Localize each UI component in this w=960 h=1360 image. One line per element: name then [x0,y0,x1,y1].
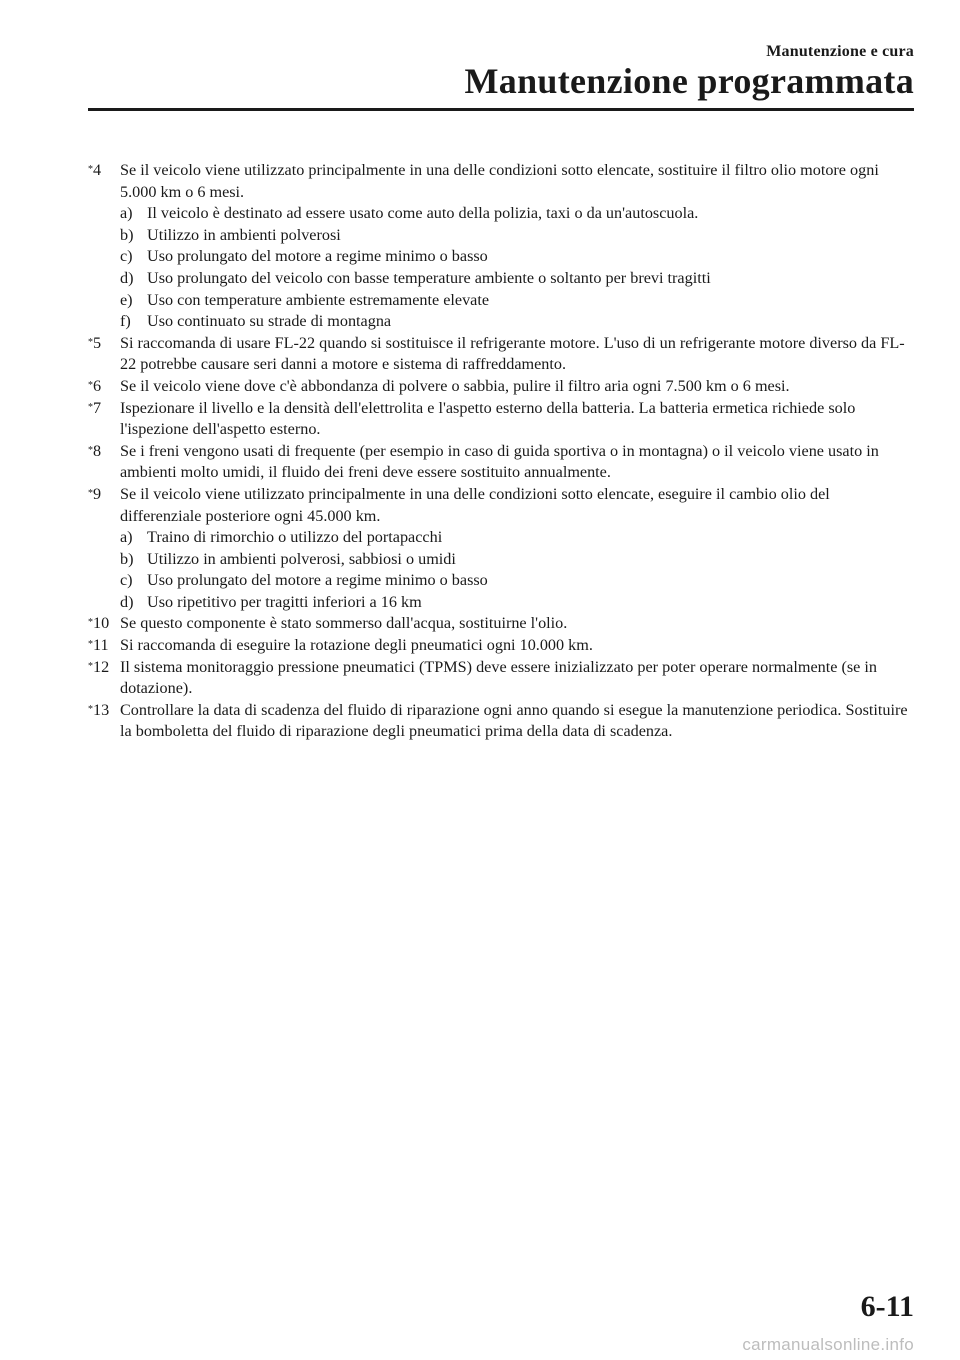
sub-item [120,246,914,268]
sub-item-letter: a) [120,204,133,223]
footnote-9 [88,484,914,614]
footnote-number: 11 [93,636,109,655]
sub-item-text: Il veicolo è destinato ad essere usato come auto della polizia, taxi o da un'autoscuola. [147,204,699,223]
footnote-asterisk: * [88,336,93,348]
footnote-text: Se questo componente è stato sommerso dall'acqua, sostituirne l'olio. [120,614,568,633]
sub-item [120,592,914,614]
sub-item-text: Uso prolungato del motore a regime minimo o basso [147,571,488,590]
section-label: Manutenzione e cura [766,43,914,60]
footnote-number: 6 [93,376,102,395]
footnote-text: Se i freni vengono usati di frequente (per esempio in caso di guida sportiva o in montagna) o il veicolo viene usato in ambienti molto umidi, il fluido dei freni deve essere sostituito annualmente. [120,441,879,482]
footnote-marker [88,160,120,333]
sub-item-letter: b) [120,549,134,568]
footnote-body [120,160,914,333]
sub-item-letter: f) [120,312,131,331]
footnote-text: Se il veicolo viene utilizzato principalmente in una delle condizioni sotto elencate, eseguire il cambio olio del differenziale posteriore ogni 45.000 km. [120,484,830,525]
footnote-asterisk: * [88,660,93,672]
footnote-text: Se il veicolo viene dove c'è abbondanza di polvere o sabbia, pulire il filtro aria ogni 7.500 km o 6 mesi. [120,376,790,395]
sub-item [120,225,914,247]
sub-item-letter: d) [120,592,134,611]
watermark: carmanualsonline.info [742,1335,914,1354]
footnote-body [120,441,914,484]
footnote-asterisk: * [88,444,93,456]
footnote-marker [88,635,120,657]
title-rule [88,108,914,111]
footnote-text: Controllare la data di scadenza del fluido di riparazione ogni anno quando si esegue la manutenzione periodica. Sostituire la bomboletta del fluido di riparazione degli pneumatici prima della data di scadenza. [120,700,908,741]
footnote-asterisk: * [88,639,93,651]
footnote-body [120,657,914,700]
footnote-body [120,333,914,376]
footnote-marker [88,700,120,743]
sub-item [120,549,914,571]
sub-item-letter: c) [120,571,133,590]
footnote-text: Se il veicolo viene utilizzato principalmente in una delle condizioni sotto elencate, sostituire il filtro olio motore ogni 5.000 km o 6 mesi. [120,161,879,201]
footnote-body [120,484,914,614]
sub-item-text: Traino di rimorchio o utilizzo del portapacchi [147,528,443,547]
footnote-11 [88,635,914,657]
footnote-asterisk: * [88,703,93,715]
footnote-number: 13 [93,700,110,719]
footnote-12 [88,657,914,700]
page-title: Manutenzione programmata [464,61,914,101]
footnote-5 [88,333,914,376]
sub-item-text: Uso prolungato del motore a regime minimo o basso [147,247,488,266]
footnote-asterisk: * [88,617,93,629]
sub-item [120,268,914,290]
sub-item-letter: e) [120,290,133,309]
footnote-marker [88,657,120,700]
footnote-marker [88,441,120,484]
sub-item-text: Utilizzo in ambienti polverosi, sabbiosi o umidi [147,549,456,568]
footnote-body [120,376,914,398]
footnote-text: Ispezionare il livello e la densità dell'elettrolita e l'aspetto esterno della batteria. La batteria ermetica richiede solo l'ispezione dell'aspetto esterno. [120,398,856,439]
footnote-6 [88,376,914,398]
footnote-number: 9 [93,484,102,503]
footnote-7 [88,398,914,441]
footnote-4 [88,160,914,333]
sub-item [120,290,914,312]
sub-item-letter: b) [120,225,134,244]
footnote-marker [88,613,120,635]
footnote-13 [88,700,914,743]
footnote-number: 12 [93,657,110,676]
footnote-marker [88,484,120,614]
sub-item-letter: a) [120,528,133,547]
footnote-asterisk: * [88,164,93,175]
footnote-asterisk: * [88,487,93,499]
notes-list [88,160,914,743]
footnote-body [120,613,914,635]
sub-item [120,203,914,225]
footnote-number: 10 [93,614,110,633]
sub-item [120,570,914,592]
footnote-marker [88,398,120,441]
footnote-marker [88,376,120,398]
footnote-text: Il sistema monitoraggio pressione pneumatici (TPMS) deve essere inizializzato per poter operare normalmente (se in dotazione). [120,657,877,698]
footnote-text: Si raccomanda di usare FL-22 quando si sostituisce il refrigerante motore. L'uso di un refrigerante motore diverso da FL-22 potrebbe causare seri danni a motore e sistema di raffreddamento. [120,333,905,374]
footnote-8 [88,441,914,484]
sub-item [120,527,914,549]
sub-item-text: Uso continuato su strade di montagna [147,312,392,331]
footnote-asterisk: * [88,401,93,413]
footnote-number: 7 [93,398,102,417]
sub-item-letter: c) [120,247,133,266]
footnote-number: 5 [93,333,102,352]
footnote-marker [88,333,120,376]
footnote-asterisk: * [88,379,93,391]
footnote-10 [88,613,914,635]
footnote-number: 4 [93,161,102,179]
sub-item-text: Uso con temperature ambiente estremamente elevate [147,290,490,309]
sub-item-text: Uso ripetitivo per tragitti inferiori a 16 km [147,592,422,611]
sub-item-text: Utilizzo in ambienti polverosi [147,225,341,244]
footnote-body [120,398,914,441]
sub-item-text: Uso prolungato del veicolo con basse temperature ambiente o soltanto per brevi tragitti [147,268,711,287]
footnote-number: 8 [93,441,102,460]
sub-item-letter: d) [120,268,134,287]
sub-item [120,311,914,333]
footnote-body [120,635,914,657]
page-number: 6-11 [860,1290,914,1323]
footnote-body [120,700,914,743]
footnote-text: Si raccomanda di eseguire la rotazione degli pneumatici ogni 10.000 km. [120,636,593,655]
